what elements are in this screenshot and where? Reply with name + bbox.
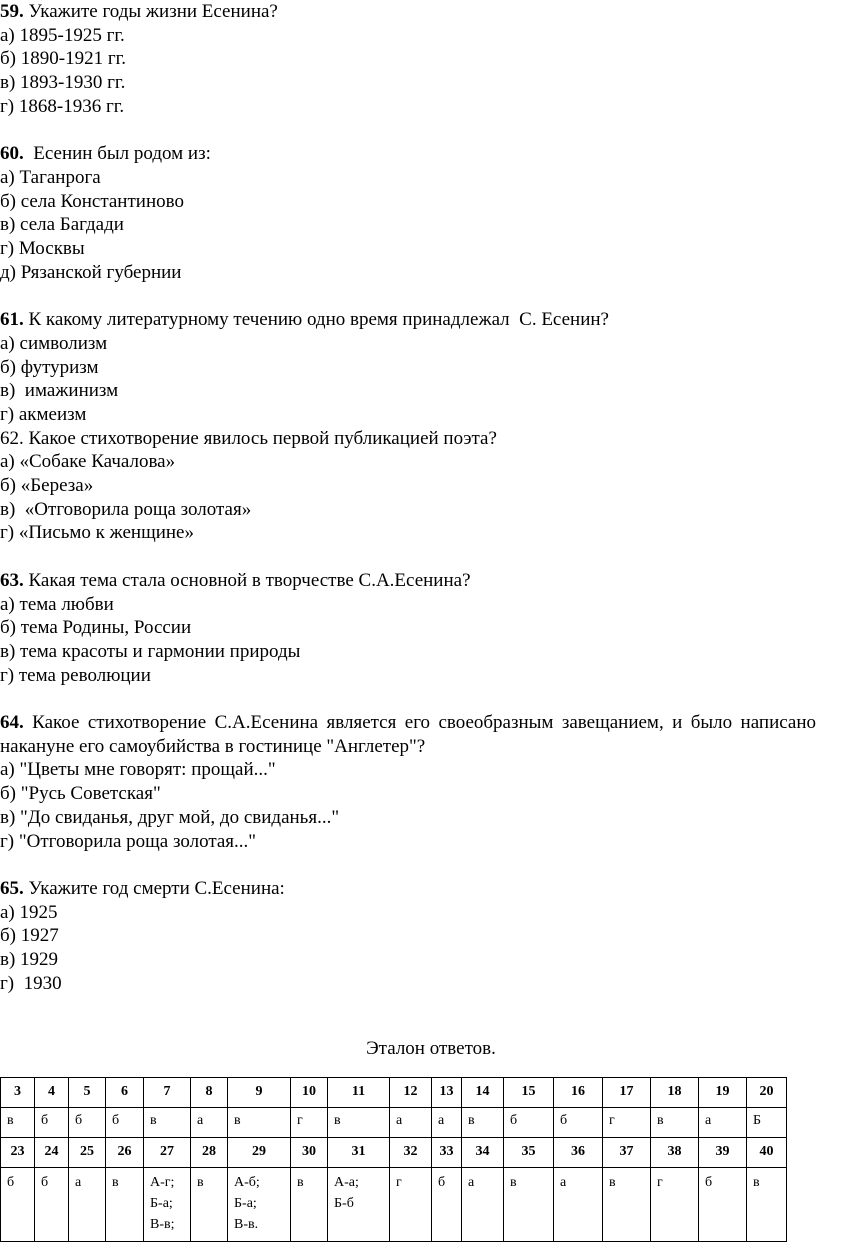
blank-line	[0, 119, 816, 143]
question-prompt: Есенин был родом из:	[23, 143, 211, 165]
cell-line: г	[396, 1175, 402, 1190]
table-cell: б	[504, 1108, 554, 1138]
cell-line: Б-а;	[234, 1196, 257, 1211]
question-text	[0, 0, 816, 24]
table-cell: 30	[291, 1138, 328, 1168]
question-block	[0, 308, 816, 427]
table-cell	[699, 1168, 747, 1242]
answer-option: в) 1893-1930 гг.	[0, 72, 126, 94]
table-cell: в	[228, 1108, 291, 1138]
cell-line: в	[510, 1175, 517, 1190]
question-block	[0, 877, 816, 996]
table-cell: 33	[432, 1138, 462, 1168]
question-number: 59.	[0, 1, 24, 22]
table-cell: в	[1, 1108, 35, 1138]
answer-option: а) "Цветы мне говорят: прощай..."	[0, 759, 276, 781]
table-cell: а	[432, 1108, 462, 1138]
table-cell	[106, 1168, 144, 1242]
question-block	[0, 0, 816, 119]
cell-line: б	[438, 1175, 446, 1190]
table-cell: 28	[191, 1138, 228, 1168]
cell-line: г	[657, 1175, 663, 1190]
question-prompt: Укажите годы жизни Есенина?	[23, 1, 278, 22]
table-cell	[291, 1168, 328, 1242]
answer-option: в) "До свиданья, друг мой, до свиданья..."	[0, 806, 340, 828]
cell-line: б	[41, 1175, 49, 1190]
answer-option: г) Москвы	[0, 238, 85, 260]
question-number: 65.	[0, 877, 24, 899]
table-cell: 25	[69, 1138, 106, 1168]
cell-line: В-в;	[150, 1217, 175, 1232]
question-number: 63.	[0, 569, 24, 591]
answer-option: в) тема красоты и гармонии природы	[0, 640, 301, 662]
question-block	[0, 142, 816, 284]
cell-line: в	[197, 1175, 204, 1190]
answer-option: д) Рязанской губернии	[0, 261, 182, 283]
answer-option: а) 1895-1925 гг.	[0, 24, 125, 46]
table-cell	[228, 1168, 291, 1242]
answer-option: б) 1890-1921 гг.	[0, 48, 127, 70]
blank-line	[0, 545, 816, 569]
answer-row	[1, 1108, 787, 1138]
cell-line: б	[705, 1175, 713, 1190]
answer-option: г) 1868-1936 гг.	[0, 95, 125, 117]
table-cell	[554, 1168, 603, 1242]
answer-option: б) "Русь Советская"	[0, 783, 161, 805]
table-cell: в	[651, 1108, 699, 1138]
table-cell: 17	[603, 1078, 651, 1108]
cell-line: в	[609, 1175, 616, 1190]
answer-option: б) тема Родины, России	[0, 617, 192, 639]
answer-option: а) Таганрога	[0, 166, 101, 188]
question-number: 61.	[0, 309, 24, 331]
answer-option: а) символизм	[0, 332, 108, 354]
table-cell: 31	[328, 1138, 390, 1168]
answer-option: а) 1925	[0, 901, 58, 923]
question-block	[0, 569, 816, 688]
question-text	[0, 427, 816, 451]
answer-option: г) акмеизм	[0, 403, 87, 425]
table-cell: 38	[651, 1138, 699, 1168]
answer-key-table	[0, 1077, 787, 1242]
question-text	[0, 308, 816, 332]
table-cell: 36	[554, 1138, 603, 1168]
answer-option: в) «Отговорила роща золотая»	[0, 498, 252, 520]
question-number-row	[1, 1078, 787, 1108]
table-cell: 29	[228, 1138, 291, 1168]
table-cell: 35	[504, 1138, 554, 1168]
table-cell	[191, 1168, 228, 1242]
table-cell: 4	[35, 1078, 69, 1108]
answer-option: г) 1930	[0, 972, 62, 994]
table-cell: 34	[462, 1138, 504, 1168]
question-text	[0, 711, 821, 758]
table-cell: 37	[603, 1138, 651, 1168]
cell-line: А-г;	[150, 1175, 175, 1190]
answer-option: г) тема революции	[0, 664, 151, 686]
table-cell: а	[390, 1108, 432, 1138]
cell-line: Б-а;	[150, 1196, 173, 1211]
cell-line: а	[560, 1175, 567, 1190]
answer-option: б) футуризм	[0, 356, 99, 378]
question-prompt: Какая тема стала основной в творчестве С.А.Есенина?	[23, 569, 471, 591]
cell-line: а	[75, 1175, 82, 1190]
table-cell: 13	[432, 1078, 462, 1108]
question-prompt: К какому литературному течению одно время принадлежал С. Есенин?	[23, 309, 609, 331]
table-cell: 40	[747, 1138, 787, 1168]
answer-option: б) 1927	[0, 925, 59, 947]
table-cell: б	[69, 1108, 106, 1138]
table-cell	[603, 1168, 651, 1242]
question-number-row	[1, 1138, 787, 1168]
table-cell	[504, 1168, 554, 1242]
answer-option: а) тема любви	[0, 593, 114, 615]
table-cell	[1, 1168, 35, 1242]
table-cell: б	[554, 1108, 603, 1138]
table-cell: 16	[554, 1078, 603, 1108]
table-cell: 39	[699, 1138, 747, 1168]
table-cell: 7	[144, 1078, 191, 1108]
question-number: 60.	[0, 143, 24, 165]
question-block	[0, 711, 821, 853]
table-cell: 5	[69, 1078, 106, 1108]
table-cell: 15	[504, 1078, 554, 1108]
cell-line: Б-б	[334, 1196, 354, 1211]
answer-row	[1, 1168, 787, 1242]
table-cell: 8	[191, 1078, 228, 1108]
table-cell: а	[191, 1108, 228, 1138]
answer-option: б) села Константиново	[0, 190, 184, 212]
table-cell: в	[328, 1108, 390, 1138]
table-cell: 20	[747, 1078, 787, 1108]
table-cell	[747, 1168, 787, 1242]
table-cell: 23	[1, 1138, 35, 1168]
table-cell: 11	[328, 1078, 390, 1108]
blank-line	[0, 687, 816, 711]
answer-option: в) села Багдади	[0, 214, 124, 236]
answer-option: в) 1929	[0, 949, 59, 971]
table-cell: 18	[651, 1078, 699, 1108]
cell-line: В-в.	[234, 1217, 259, 1232]
table-cell: в	[144, 1108, 191, 1138]
table-cell: 12	[390, 1078, 432, 1108]
question-text	[0, 877, 816, 901]
answer-option: г) «Письмо к женщине»	[0, 522, 194, 544]
blank-line	[0, 853, 816, 877]
cell-line: б	[7, 1175, 15, 1190]
table-cell	[432, 1168, 462, 1242]
question-text	[0, 142, 816, 166]
cell-line: а	[468, 1175, 475, 1190]
table-cell: в	[462, 1108, 504, 1138]
table-cell: 26	[106, 1138, 144, 1168]
answer-option: г) "Отговорила роща золотая..."	[0, 830, 257, 852]
cell-line: А-б;	[234, 1175, 260, 1190]
table-cell: 14	[462, 1078, 504, 1108]
answer-option: а) «Собаке Качалова»	[0, 451, 176, 473]
table-cell: 32	[390, 1138, 432, 1168]
question-prompt: Укажите год смерти С.Есенина:	[23, 877, 285, 899]
table-cell: 27	[144, 1138, 191, 1168]
table-cell: г	[603, 1108, 651, 1138]
question-text	[0, 569, 816, 593]
table-cell	[390, 1168, 432, 1242]
cell-line: в	[297, 1175, 304, 1190]
table-cell: б	[106, 1108, 144, 1138]
answer-option: в) имажинизм	[0, 380, 119, 402]
table-cell: а	[699, 1108, 747, 1138]
question-block	[0, 427, 816, 546]
cell-line: А-а;	[334, 1175, 359, 1190]
table-cell	[328, 1168, 390, 1242]
table-cell	[462, 1168, 504, 1242]
table-cell: 19	[699, 1078, 747, 1108]
question-number: 64.	[0, 712, 24, 734]
cell-line: в	[112, 1175, 119, 1190]
table-cell	[35, 1168, 69, 1242]
question-prompt: Какое стихотворение С.А.Есенина является его своеобразным завещанием, и было написано накануне его самоубийства в гостинице "Англетер"?	[0, 712, 821, 757]
table-cell: Б	[747, 1108, 787, 1138]
answer-option: б) «Береза»	[0, 475, 94, 497]
table-cell: 6	[106, 1078, 144, 1108]
table-cell: б	[35, 1108, 69, 1138]
table-cell: г	[291, 1108, 328, 1138]
table-cell: 10	[291, 1078, 328, 1108]
cell-line: в	[753, 1175, 760, 1190]
blank-line	[0, 284, 816, 308]
question-prompt: 62. Какое стихотворение явилось первой публикацией поэта?	[0, 427, 497, 449]
table-cell: 3	[1, 1078, 35, 1108]
table-cell	[651, 1168, 699, 1242]
table-cell: 9	[228, 1078, 291, 1108]
table-cell	[144, 1168, 191, 1242]
table-cell	[69, 1168, 106, 1242]
answer-key-title: Эталон ответов.	[366, 1038, 496, 1059]
table-cell: 24	[35, 1138, 69, 1168]
